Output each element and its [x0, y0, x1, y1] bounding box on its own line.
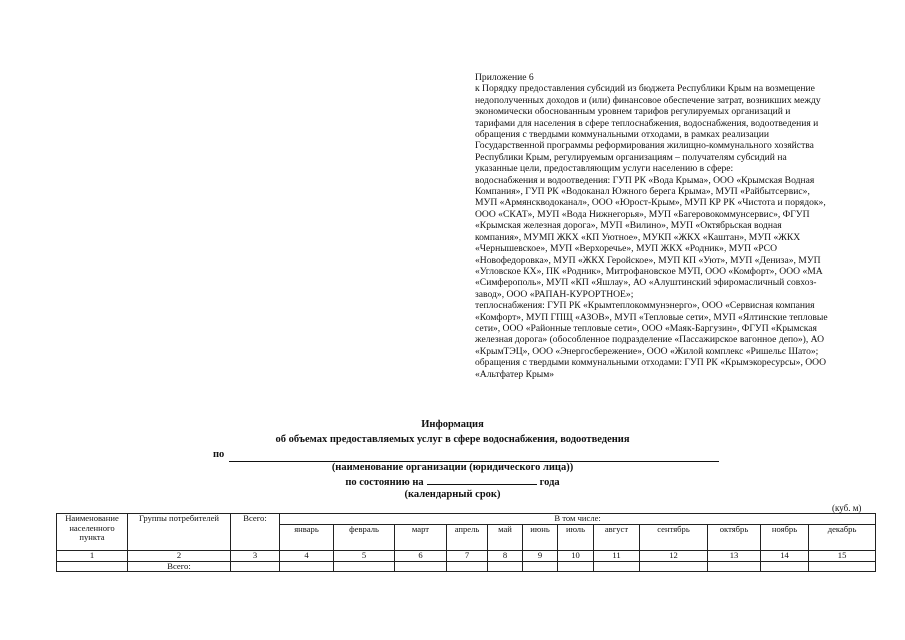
- column-number: 10: [558, 551, 594, 562]
- appendix-line: экономически обоснованным уровнем тарифов регулируемых организаций и: [475, 106, 791, 118]
- table-cell: [447, 561, 488, 572]
- table-cell: [558, 561, 594, 572]
- table-cell: [57, 561, 128, 572]
- appendix-line: компания», МУМП ЖКХ «КП Уютное», МУКП «ЖКХ «Каштан», МУП «ЖКХ: [475, 231, 801, 243]
- column-number: 4: [280, 551, 334, 562]
- table-cell: [280, 561, 334, 572]
- appendix-line: к Порядку предоставления субсидий из бюджета Республики Крым на возмещение: [475, 83, 815, 95]
- column-number: 15: [809, 551, 876, 562]
- col-locality-header: Наименование населенного пункта: [57, 514, 128, 551]
- appendix-line: сети», ООО «Районные тепловые сети», ООО «Маяк-Баргузин», ФГУП «Крымская: [475, 322, 817, 334]
- appendix-line: недополученных доходов и (или) финансовое обеспечение затрат, возникших между: [475, 94, 821, 106]
- month-header: январь: [280, 524, 334, 551]
- month-header: май: [488, 524, 523, 551]
- table-cell: [640, 561, 708, 572]
- as-of-prefix: по состоянию на: [345, 477, 424, 488]
- table-cell: [523, 561, 558, 572]
- appendix-line: обращения с твердыми коммунальными отходами, в рамках реализации: [475, 129, 770, 141]
- column-number: 7: [447, 551, 488, 562]
- col-total-header: Всего:: [231, 514, 280, 551]
- table-cell: [809, 561, 876, 572]
- appendix-line: Республики Крым, регулируемым организациям – получателям субсидий на: [475, 151, 787, 163]
- header-row-1: [57, 514, 876, 525]
- appendix-line: завод», ООО «РАПАН-КУРОРТНОЕ»;: [475, 288, 634, 300]
- table-cell: [761, 561, 809, 572]
- month-header: июль: [558, 524, 594, 551]
- column-number: 11: [594, 551, 640, 562]
- col-including-header: В том числе:: [280, 514, 876, 525]
- column-number: 2: [128, 551, 231, 562]
- as-of-line: [0, 475, 905, 489]
- document-title: Информация: [421, 419, 484, 430]
- column-number: 5: [334, 551, 395, 562]
- month-header: март: [395, 524, 447, 551]
- org-caption: (наименование организации (юридического лица)): [331, 462, 574, 473]
- table-cell: [395, 561, 447, 572]
- month-header: август: [594, 524, 640, 551]
- month-header: октябрь: [708, 524, 761, 551]
- month-header: декабрь: [809, 524, 876, 551]
- column-numbers-row: [57, 551, 876, 562]
- table-cell: [708, 561, 761, 572]
- appendix-line: теплоснабжения: ГУП РК «Крымтеплокоммунэнерго», ООО «Сервисная компания: [475, 300, 815, 312]
- services-table: [56, 513, 876, 572]
- month-header: февраль: [334, 524, 395, 551]
- month-header: апрель: [447, 524, 488, 551]
- month-header: сентябрь: [640, 524, 708, 551]
- appendix-line: «Новофедоровка», МУП «ЖКХ Геройское», МУП КП «Уют», МУП «Дениза», МУП: [475, 254, 821, 266]
- document-subtitle: об объемах предоставляемых услуг в сфере водоснабжения, водоотведения: [275, 434, 630, 445]
- appendix-line: Приложение 6: [475, 72, 534, 83]
- po-label: по: [213, 449, 225, 460]
- appendix-line: «Чернышевское», МУП «Верхоречье», МУП ЖКХ «Родник», МУП «РСО: [475, 243, 777, 255]
- appendix-line: тарифами для населения в сфере теплоснабжения, водоснабжения, водоотведения и: [475, 117, 819, 129]
- column-number: 1: [57, 551, 128, 562]
- appendix-line: ООО «СКАТ», МУП «Вода Нижнегорья», МУП «Багеровокоммунсервис», ФГУП: [475, 208, 810, 220]
- month-header: ноябрь: [761, 524, 809, 551]
- table-cell: [231, 561, 280, 572]
- appendix-line: Компания», ГУП РК «Водоканал Южного берега Крыма», МУП «Райбытсервис»,: [475, 186, 810, 198]
- table-cell: [334, 561, 395, 572]
- column-number: 9: [523, 551, 558, 562]
- date-blank: [427, 475, 537, 485]
- date-caption: (календарный срок): [404, 489, 501, 500]
- column-number: 6: [395, 551, 447, 562]
- appendix-line: «Крымская железная дорога», МУП «Вилино», МУП «Октябрьская водная: [475, 220, 782, 232]
- appendix-line: МУП «Армянскводоканал», ООО «Юрост-Крым», МУП КР РК «Чистота и порядок»,: [475, 197, 826, 209]
- appendix-line: «Угловское КХ», ПК «Родник», Митрофановское МУП, ООО «Комфорт», ООО «МА: [475, 265, 823, 277]
- appendix-line: «Симферополь», МУП «КП «Яшлау», АО «Алуштинский эфиромасличный совхоз-: [475, 277, 817, 289]
- appendix-line: «КрымТЭЦ», ООО «Энергосбережение», ООО «Жилой комплекс «Ришельє Шато»;: [475, 345, 819, 357]
- appendix-block: [475, 72, 875, 380]
- appendix-line: железная дорога» (обособленное подразделение «Пассажирское вагонное депо»), АО: [475, 334, 825, 346]
- appendix-line: водоснабжения и водоотведения: ГУП РК «Вода Крыма», ООО «Крымская Водная: [475, 174, 815, 186]
- as-of-suffix: года: [539, 477, 560, 488]
- table-cell: [594, 561, 640, 572]
- appendix-line: «Комфорт», МУП ГПЩ «АЗОВ», МУП «Тепловые сети», МУП «Ялтинские тепловые: [475, 311, 828, 323]
- col-groups-header: Группы потребителей: [128, 514, 231, 551]
- table-cell: [488, 561, 523, 572]
- appendix-line: указанные цели, предоставляющим услуги населению в сфере:: [475, 163, 734, 175]
- column-number: 13: [708, 551, 761, 562]
- column-number: 12: [640, 551, 708, 562]
- column-number: 8: [488, 551, 523, 562]
- total-row-label: Всего:: [128, 561, 231, 572]
- total-row: [57, 561, 876, 572]
- column-number: 14: [761, 551, 809, 562]
- appendix-line: «Альтфатер Крым»: [475, 368, 555, 380]
- appendix-line: Государственной программы реформирования жилищно-коммунального хозяйства: [475, 140, 814, 152]
- month-header: июнь: [523, 524, 558, 551]
- unit-label: (куб. м): [832, 503, 862, 513]
- appendix-line: обращения с твердыми коммунальными отходами: ГУП РК «Крымэкоресурсы», ООО: [475, 357, 827, 369]
- column-number: 3: [231, 551, 280, 562]
